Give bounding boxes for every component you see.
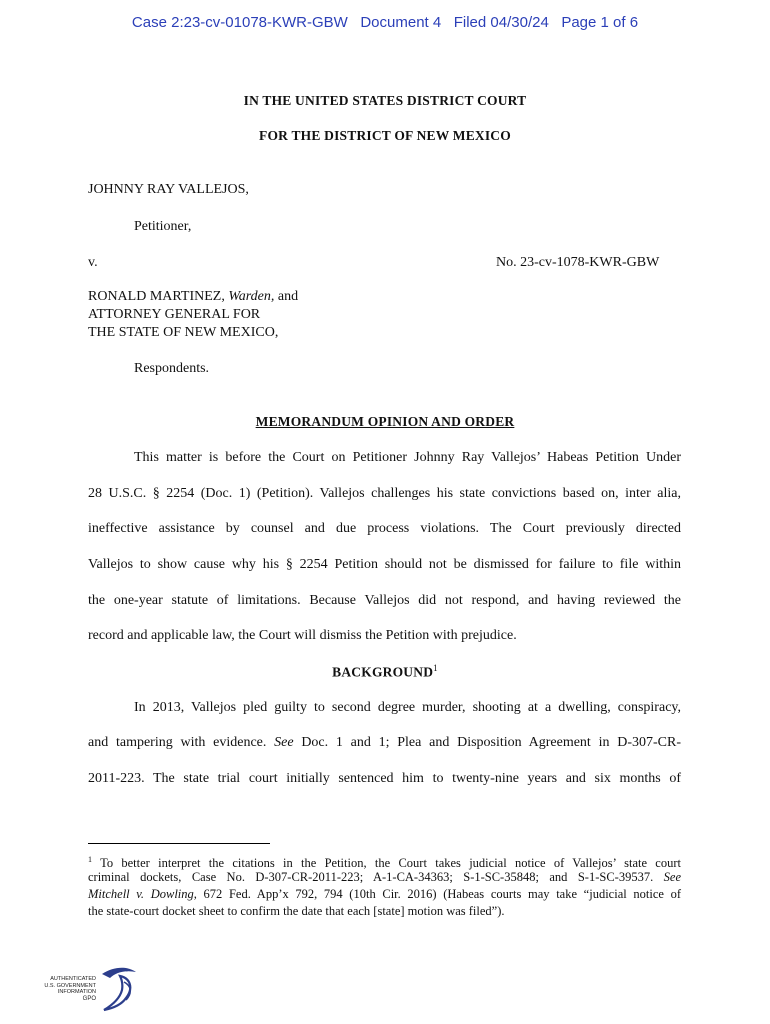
intro-line-6: record and applicable law, the Court will dismiss the Petition with prejudice.	[88, 628, 517, 643]
intro-line-4: Vallejos to show cause why his § 2254 Petition should not be dismissed for failure to file within	[88, 557, 681, 572]
petitioner-role: Petitioner,	[134, 219, 192, 234]
footnote-mark: 1	[88, 855, 92, 864]
background-line-3: 2011-223. The state trial court initially sentenced him to twenty-nine years and six months of	[88, 771, 681, 786]
gpo-line3: INFORMATION	[57, 989, 96, 995]
intro-line-5: the one-year statute of limitations. Because Vallejos did not respond, and having reviewed the	[88, 593, 681, 608]
respondent-line1	[88, 289, 298, 305]
memo-title: MEMORANDUM OPINION AND ORDER	[255, 414, 515, 429]
court-title-line1: IN THE UNITED STATES DISTRICT COURT	[243, 93, 527, 108]
background-line-1: In 2013, Vallejos pled guilty to second degree murder, shooting at a dwelling, conspiracy,	[134, 700, 681, 715]
footnote-line-4: the state-court docket sheet to confirm the date that each [state] motion was filed”).	[88, 904, 505, 918]
background-line-2-b: Doc. 1 and 1; Plea and Disposition Agreement in D-307-CR-	[293, 735, 681, 750]
background-line-2-a: and tampering with evidence.	[88, 735, 275, 750]
respondent-line3: THE STATE OF NEW MEXICO,	[88, 325, 279, 340]
respondent-role: Respondents.	[134, 361, 210, 376]
footnote-case-name: Mitchell v. Dowling	[88, 887, 194, 901]
background-line-2	[88, 735, 681, 751]
intro-line-3: ineffective assistance by counsel and due process violations. The Court previously directed	[88, 521, 681, 536]
intro-line-1: This matter is before the Court on Petitioner Johnny Ray Vallejos’ Habeas Petition Under	[134, 450, 681, 465]
footnote-line-1-text: To better interpret the citations in the Petition, the Court takes judicial notice of Vallejos’ state court	[92, 856, 681, 871]
gpo-mark: GPO	[82, 995, 96, 1002]
case-number: No. 23-cv-1078-KWR-GBW	[496, 255, 660, 270]
background-heading-text: BACKGROUND	[332, 664, 434, 680]
gpo-line1: AUTHENTICATED	[50, 976, 96, 982]
gpo-authentication-seal	[38, 964, 148, 1014]
filed-date: Filed 04/30/24	[453, 14, 549, 31]
respondent-line2: ATTORNEY GENERAL FOR	[88, 307, 261, 322]
footnote-line-2	[88, 868, 681, 886]
filing-header	[0, 14, 770, 31]
document-number: Document 4	[360, 14, 442, 31]
versus: v.	[88, 255, 98, 270]
footnote-see-signal: See	[663, 870, 681, 884]
background-heading	[0, 663, 770, 681]
gpo-seal-text	[38, 976, 96, 1002]
page-indicator: Page 1 of 6	[561, 14, 639, 31]
gpo-line2: U.S. GOVERNMENT	[44, 982, 96, 989]
court-title-line2: FOR THE DISTRICT OF NEW MEXICO	[259, 128, 511, 143]
footnote-line-3	[88, 885, 681, 903]
intro-line-2: 28 U.S.C. § 2254 (Doc. 1) (Petition). Vallejos challenges his state convictions based on, inter alia,	[88, 486, 681, 501]
petitioner-name: JOHNNY RAY VALLEJOS,	[88, 182, 249, 197]
respondent-title: Warden,	[228, 289, 275, 304]
footnote-divider	[88, 843, 270, 844]
footnote-reference[interactable]: 1	[433, 663, 438, 673]
case-number-header: Case 2:23-cv-01078-KWR-GBW	[131, 14, 348, 31]
gpo-eagle-icon	[96, 964, 146, 1014]
respondent-and: and	[274, 289, 299, 304]
respondent-name: RONALD MARTINEZ,	[88, 289, 229, 304]
footnote-line-2-text: criminal dockets, Case No. D-307-CR-2011-223; A-1-CA-34363; S-1-SC-35848; and S-1-SC-39537.	[88, 870, 664, 884]
see-signal: See	[274, 735, 294, 750]
footnote-line-3-text: , 672 Fed. App’x 792, 794 (10th Cir. 2016) (Habeas courts may take “judicial notice of	[193, 887, 681, 901]
